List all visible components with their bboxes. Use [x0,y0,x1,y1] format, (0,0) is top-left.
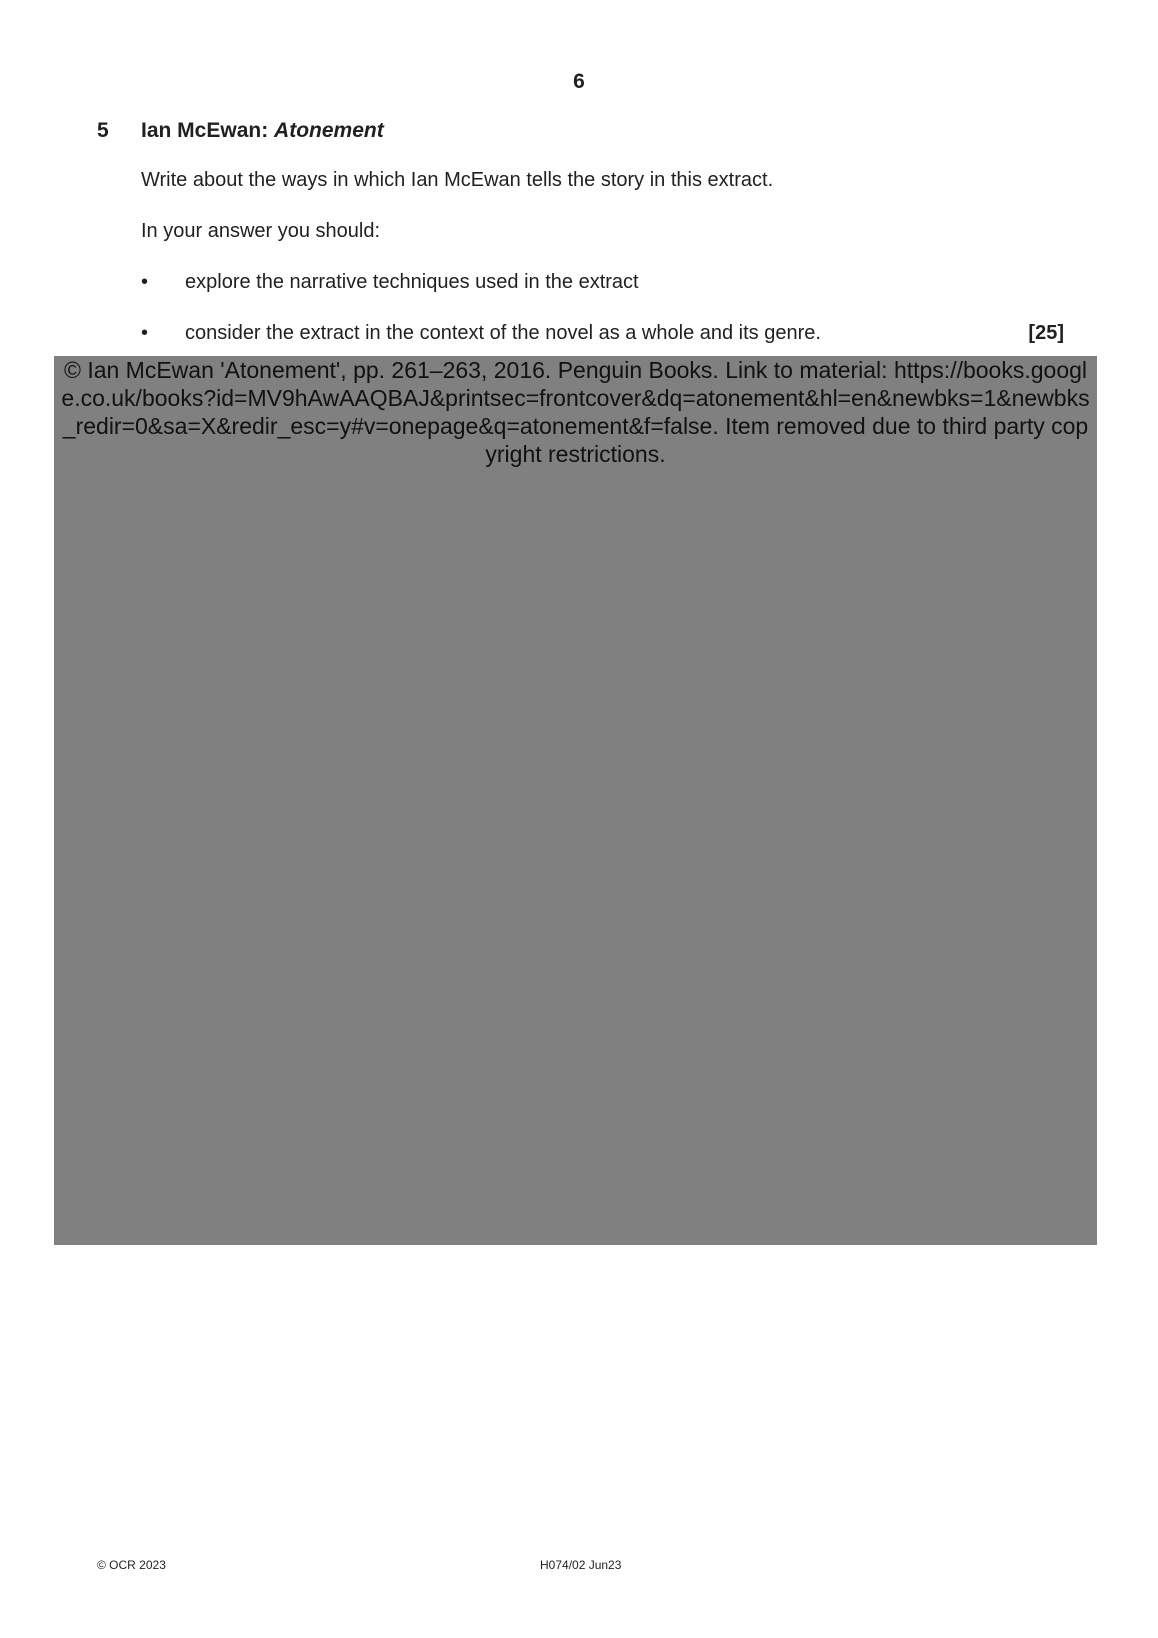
bullet-item: consider the extract in the context of the novel as a whole and its genre. [185,322,821,344]
question-marks: [25] [1028,322,1064,344]
question-prompt: Write about the ways in which Ian McEwan tells the story in this extract. [141,169,774,191]
question-heading [141,119,384,143]
copyright-redaction-block [54,356,1097,1245]
question-book-title: Atonement [274,119,384,142]
page-number: 6 [573,70,585,93]
question-author: Ian McEwan: [141,119,275,142]
bullet-marker: • [141,322,149,344]
bullet-item: explore the narrative techniques used in the extract [185,271,639,293]
question-number: 5 [97,119,109,142]
footer-paper-code: H074/02 Jun23 [540,1558,622,1572]
bullet-marker: • [141,271,149,293]
question-instruction: In your answer you should: [141,220,381,242]
footer-copyright: © OCR 2023 [97,1558,166,1572]
redaction-notice: © Ian McEwan 'Atonement', pp. 261–263, 2016. Penguin Books. Link to material: https://books.google.co.uk/books?id=MV9hAwAAQBAJ&printsec=frontcover&dq=atonement&hl=en&newbks=1&newbks_redir=0&sa=X&redir_esc=y#v=onepage&q=atonement&f=false. Item removed due to third party copyright restrictions. [61,357,1090,467]
